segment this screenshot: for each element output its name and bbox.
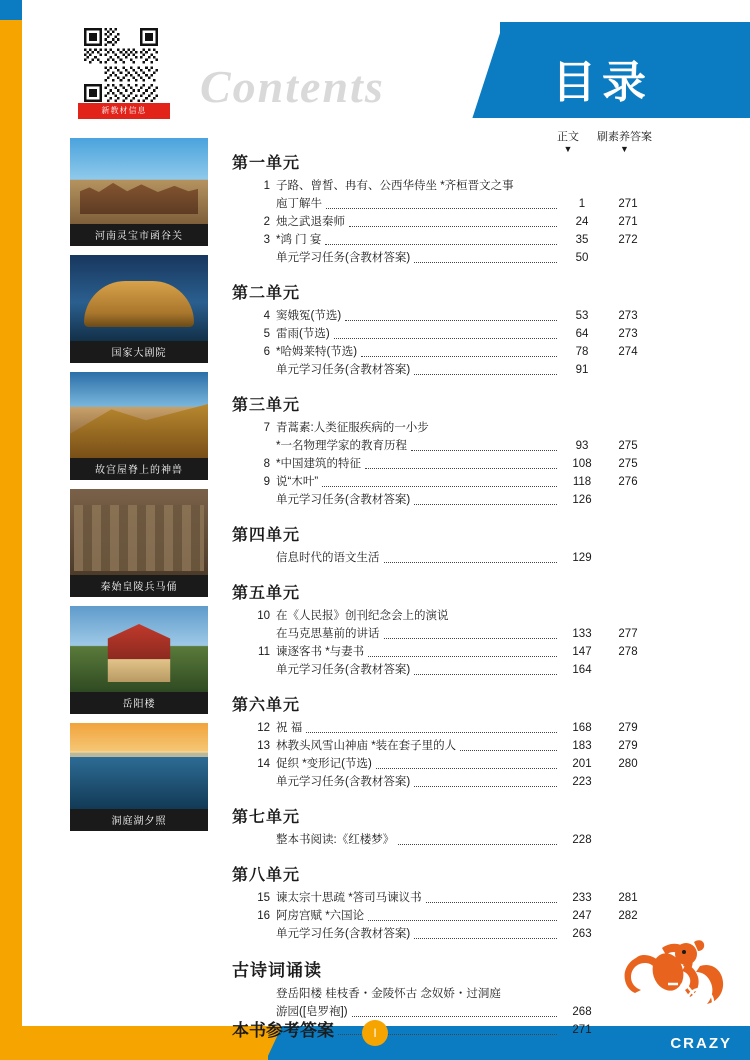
leader-dots xyxy=(414,262,557,263)
photo-image xyxy=(70,255,208,341)
toc-unit-heading: 第二单元 xyxy=(232,285,301,302)
photo-image xyxy=(70,606,208,692)
photo-caption: 国家大剧院 xyxy=(70,341,208,363)
toc-entry-title: 庖丁解牛 xyxy=(276,198,322,210)
toc-page-main: 50 xyxy=(575,252,589,264)
leader-dots xyxy=(326,208,557,209)
photo-item xyxy=(70,606,208,714)
toc-entry-title: 单元学习任务(含教材答案) xyxy=(276,364,411,376)
leader-dots xyxy=(349,226,557,227)
leader-dots xyxy=(322,486,557,487)
toc-unit-heading: 第五单元 xyxy=(232,585,301,602)
toc-entry-title: 登岳阳楼 桂枝香・金陵怀古 念奴娇・过洞庭 xyxy=(276,988,501,1000)
toc-entry[interactable] xyxy=(232,196,652,213)
toc-entry[interactable] xyxy=(232,308,652,325)
toc-page-main: 228 xyxy=(572,834,592,846)
photo-caption: 岳阳楼 xyxy=(70,692,208,714)
toc-page-answer: 280 xyxy=(618,758,638,770)
left-band-blue-accent xyxy=(0,0,22,20)
toc-page-main: 118 xyxy=(572,476,592,488)
photo-item xyxy=(70,255,208,363)
toc-entry-number: 16 xyxy=(257,910,270,922)
toc-entry-number: 1 xyxy=(263,180,270,192)
page-number: I xyxy=(362,1020,388,1046)
leader-dots xyxy=(306,732,557,733)
toc-page-answer: 278 xyxy=(618,646,638,658)
leader-dots xyxy=(453,620,558,621)
leader-dots xyxy=(411,450,557,451)
photo-image xyxy=(70,489,208,575)
toc-entry[interactable] xyxy=(232,326,652,343)
toc-entry-title: 雷雨(节选) xyxy=(276,328,330,340)
toc-entry[interactable] xyxy=(232,756,652,773)
toc-page-answer: 276 xyxy=(618,476,638,488)
toc-entry[interactable] xyxy=(232,774,652,791)
toc-entry-title: 单元学习任务(含教材答案) xyxy=(276,776,411,788)
toc-page-main: 233 xyxy=(572,892,592,904)
squirrel-bicycle-icon xyxy=(616,932,736,1022)
toc-entry[interactable] xyxy=(232,250,652,267)
toc-page-main: 183 xyxy=(572,740,592,752)
qr-code-caption: 新教材信息 xyxy=(78,103,170,119)
toc-entry[interactable] xyxy=(232,926,652,943)
toc-page-answer: 273 xyxy=(618,310,638,322)
toc-entry[interactable] xyxy=(232,420,652,437)
toc-entry[interactable] xyxy=(232,738,652,755)
toc-entry-title: 单元学习任务(含教材答案) xyxy=(276,252,411,264)
leader-dots xyxy=(505,998,557,999)
leader-dots xyxy=(414,938,557,939)
toc-entry-number: 2 xyxy=(263,216,270,228)
toc-page-answer: 271 xyxy=(618,216,638,228)
toc-entry[interactable] xyxy=(232,362,652,379)
photo-item xyxy=(70,138,208,246)
table-of-contents xyxy=(232,128,652,1040)
leader-dots xyxy=(384,562,558,563)
toc-page-answer: 281 xyxy=(618,892,638,904)
toc-entry-number: 8 xyxy=(263,458,270,470)
toc-entry[interactable] xyxy=(232,344,652,361)
toc-entry[interactable] xyxy=(232,662,652,679)
toc-entry-title: 单元学习任务(含教材答案) xyxy=(276,494,411,506)
toc-page-main: 247 xyxy=(572,910,592,922)
photo-item xyxy=(70,372,208,480)
toc-page-main: 108 xyxy=(572,458,592,470)
toc-entry-title: 单元学习任务(含教材答案) xyxy=(276,664,411,676)
toc-page-main: 271 xyxy=(572,1024,592,1036)
toc-entry-number: 11 xyxy=(258,646,270,658)
column-header-main: 正文 ▼ xyxy=(557,131,579,154)
toc-entry-title: 信息时代的语文生活 xyxy=(276,552,380,564)
leader-dots xyxy=(384,638,558,639)
leader-dots xyxy=(414,674,557,675)
toc-entry[interactable] xyxy=(232,608,652,625)
left-decorative-band xyxy=(0,0,22,1060)
leader-dots xyxy=(398,844,557,845)
toc-page-answer: 279 xyxy=(618,722,638,734)
toc-page-main: 24 xyxy=(575,216,589,228)
leader-dots xyxy=(426,902,557,903)
toc-page-main: 126 xyxy=(572,494,592,506)
toc-page-main: 1 xyxy=(578,198,586,210)
toc-unit-heading: 第六单元 xyxy=(232,697,301,714)
toc-entry-title: 烛之武退秦师 xyxy=(276,216,345,228)
toc-page-main: 268 xyxy=(572,1006,592,1018)
toc-page-main: 64 xyxy=(575,328,589,340)
toc-entry[interactable] xyxy=(232,986,652,1003)
toc-entry[interactable] xyxy=(232,908,652,925)
toc-page-main: 263 xyxy=(572,928,592,940)
toc-entry-title: 阿房宫赋 *六国论 xyxy=(276,910,365,922)
toc-entry-title: 促织 *变形记(节选) xyxy=(276,758,372,770)
toc-page-main: 35 xyxy=(575,234,589,246)
toc-unit-heading: 第一单元 xyxy=(232,155,301,172)
toc-page-main: 91 xyxy=(575,364,589,376)
toc-unit-heading: 第七单元 xyxy=(232,809,301,826)
toc-page-main: 93 xyxy=(575,440,589,452)
toc-entry-title: 本书参考答案 xyxy=(232,1021,334,1040)
toc-page-answer: 277 xyxy=(618,628,638,640)
toc-page-main: 201 xyxy=(572,758,592,770)
column-header-answer: 刷素养答案 ▼ xyxy=(597,131,652,154)
toc-entry-title: 单元学习任务(含教材答案) xyxy=(276,928,411,940)
toc-unit-heading: 古诗词诵读 xyxy=(232,961,322,980)
photo-image xyxy=(70,372,208,458)
toc-entry-title: 在马克思墓前的讲话 xyxy=(276,628,380,640)
toc-entry-number: 4 xyxy=(263,310,270,322)
leader-dots xyxy=(352,1016,557,1017)
toc-entry-title: *一名物理学家的教育历程 xyxy=(276,440,407,452)
leader-dots xyxy=(334,338,557,339)
squirrel-mascot-logo xyxy=(616,932,736,1022)
toc-entry[interactable] xyxy=(232,1004,652,1021)
toc-page-answer: 282 xyxy=(618,910,638,922)
photo-column xyxy=(70,138,208,840)
toc-entry[interactable] xyxy=(232,438,652,455)
toc-page-main: 223 xyxy=(572,776,592,788)
toc-unit-heading: 第三单元 xyxy=(232,397,301,414)
toc-unit-heading: 第八单元 xyxy=(232,867,301,884)
toc-entry-number: 10 xyxy=(257,610,270,622)
toc-page-answer: 279 xyxy=(618,740,638,752)
toc-page-main: 53 xyxy=(575,310,589,322)
toc-entry[interactable] xyxy=(232,720,652,737)
down-arrow-icon: ▼ xyxy=(620,144,629,154)
leader-dots xyxy=(414,374,557,375)
leader-dots xyxy=(460,750,557,751)
toc-page-answer: 272 xyxy=(618,234,638,246)
photo-caption: 洞庭湖夕照 xyxy=(70,809,208,831)
leader-dots xyxy=(368,920,557,921)
toc-entry[interactable] xyxy=(232,492,652,509)
toc-entry-title: 游园([皂罗袍]) xyxy=(276,1006,348,1018)
leader-dots xyxy=(368,656,557,657)
toc-entry-number: 5 xyxy=(263,328,270,340)
leader-dots xyxy=(414,504,557,505)
toc-entry[interactable] xyxy=(232,178,652,195)
toc-entry-title: *中国建筑的特征 xyxy=(276,458,361,470)
photo-caption: 故宫屋脊上的神兽 xyxy=(70,458,208,480)
qr-code-block[interactable] xyxy=(78,28,170,124)
toc-entry[interactable] xyxy=(232,832,652,849)
decorative-contents-word: Contents xyxy=(200,61,385,112)
photo-item xyxy=(70,489,208,597)
photo-image xyxy=(70,723,208,809)
toc-entry-title: 青蒿素:人类征服疾病的一小步 xyxy=(276,422,429,434)
toc-entry-title: 整本书阅读:《红楼梦》 xyxy=(276,834,395,846)
toc-page-main: 164 xyxy=(572,664,592,676)
toc-entry-number: 9 xyxy=(263,476,270,488)
toc-page-answer: 274 xyxy=(618,346,638,358)
toc-entry[interactable] xyxy=(232,474,652,491)
toc-entry-number: 6 xyxy=(263,346,270,358)
toc-entry[interactable] xyxy=(232,232,652,249)
photo-item xyxy=(70,723,208,831)
toc-entry[interactable] xyxy=(232,456,652,473)
photo-caption: 秦始皇陵兵马俑 xyxy=(70,575,208,597)
toc-entry-title: 林教头风雪山神庙 *装在套子里的人 xyxy=(276,740,457,752)
column-headers xyxy=(476,128,652,154)
toc-page-answer: 275 xyxy=(618,458,638,470)
toc-entry-title: 子路、曾皙、冉有、公西华侍坐 *齐桓晋文之事 xyxy=(276,180,514,192)
toc-page-answer: 273 xyxy=(618,328,638,340)
leader-dots xyxy=(433,432,557,433)
toc-unit-heading: 第四单元 xyxy=(232,527,301,544)
toc-body xyxy=(232,150,652,1039)
toc-page-main: 129 xyxy=(572,552,592,564)
toc-entry-title: 谏太宗十思疏 *答司马谏议书 xyxy=(276,892,422,904)
down-arrow-icon: ▼ xyxy=(563,144,573,154)
toc-page-main: 133 xyxy=(572,628,592,640)
toc-entry-number: 12 xyxy=(257,722,270,734)
logo-text: CRAZY xyxy=(670,1035,732,1052)
leader-dots xyxy=(361,356,557,357)
toc-entry[interactable] xyxy=(232,1022,652,1039)
leader-dots xyxy=(376,768,557,769)
toc-entry-title: 在《人民报》创刊纪念会上的演说 xyxy=(276,610,449,622)
toc-entry-title: *哈姆莱特(节选) xyxy=(276,346,358,358)
toc-entry[interactable] xyxy=(232,550,652,567)
leader-dots xyxy=(365,468,557,469)
leader-dots xyxy=(345,320,557,321)
leader-dots xyxy=(518,190,557,191)
photo-caption: 河南灵宝市函谷关 xyxy=(70,224,208,246)
page-title: 目录 xyxy=(552,58,652,107)
toc-entry[interactable] xyxy=(232,890,652,907)
toc-entry[interactable] xyxy=(232,644,652,661)
toc-page-main: 78 xyxy=(575,346,589,358)
toc-entry-title: 说“木叶” xyxy=(276,476,319,488)
toc-entry-number: 13 xyxy=(257,740,270,752)
toc-entry-number: 7 xyxy=(263,422,270,434)
toc-entry-number: 3 xyxy=(263,234,270,246)
toc-entry-number: 15 xyxy=(257,892,270,904)
toc-entry-title: 谏逐客书 *与妻书 xyxy=(276,646,365,658)
toc-page-main: 168 xyxy=(572,722,592,734)
toc-entry[interactable] xyxy=(232,626,652,643)
leader-dots xyxy=(414,786,557,787)
leader-dots xyxy=(325,244,557,245)
toc-entry[interactable] xyxy=(232,214,652,231)
qr-code-icon xyxy=(78,28,164,102)
toc-entry-number: 14 xyxy=(257,758,270,770)
toc-entry-title: 窦娥冤(节选) xyxy=(276,310,342,322)
photo-image xyxy=(70,138,208,224)
toc-page-main: 147 xyxy=(572,646,592,658)
toc-page-answer: 271 xyxy=(618,198,638,210)
toc-page-answer: 275 xyxy=(618,440,638,452)
toc-entry-title: *鸿 门 宴 xyxy=(276,234,322,246)
toc-entry-title: 祝 福 xyxy=(276,722,303,734)
